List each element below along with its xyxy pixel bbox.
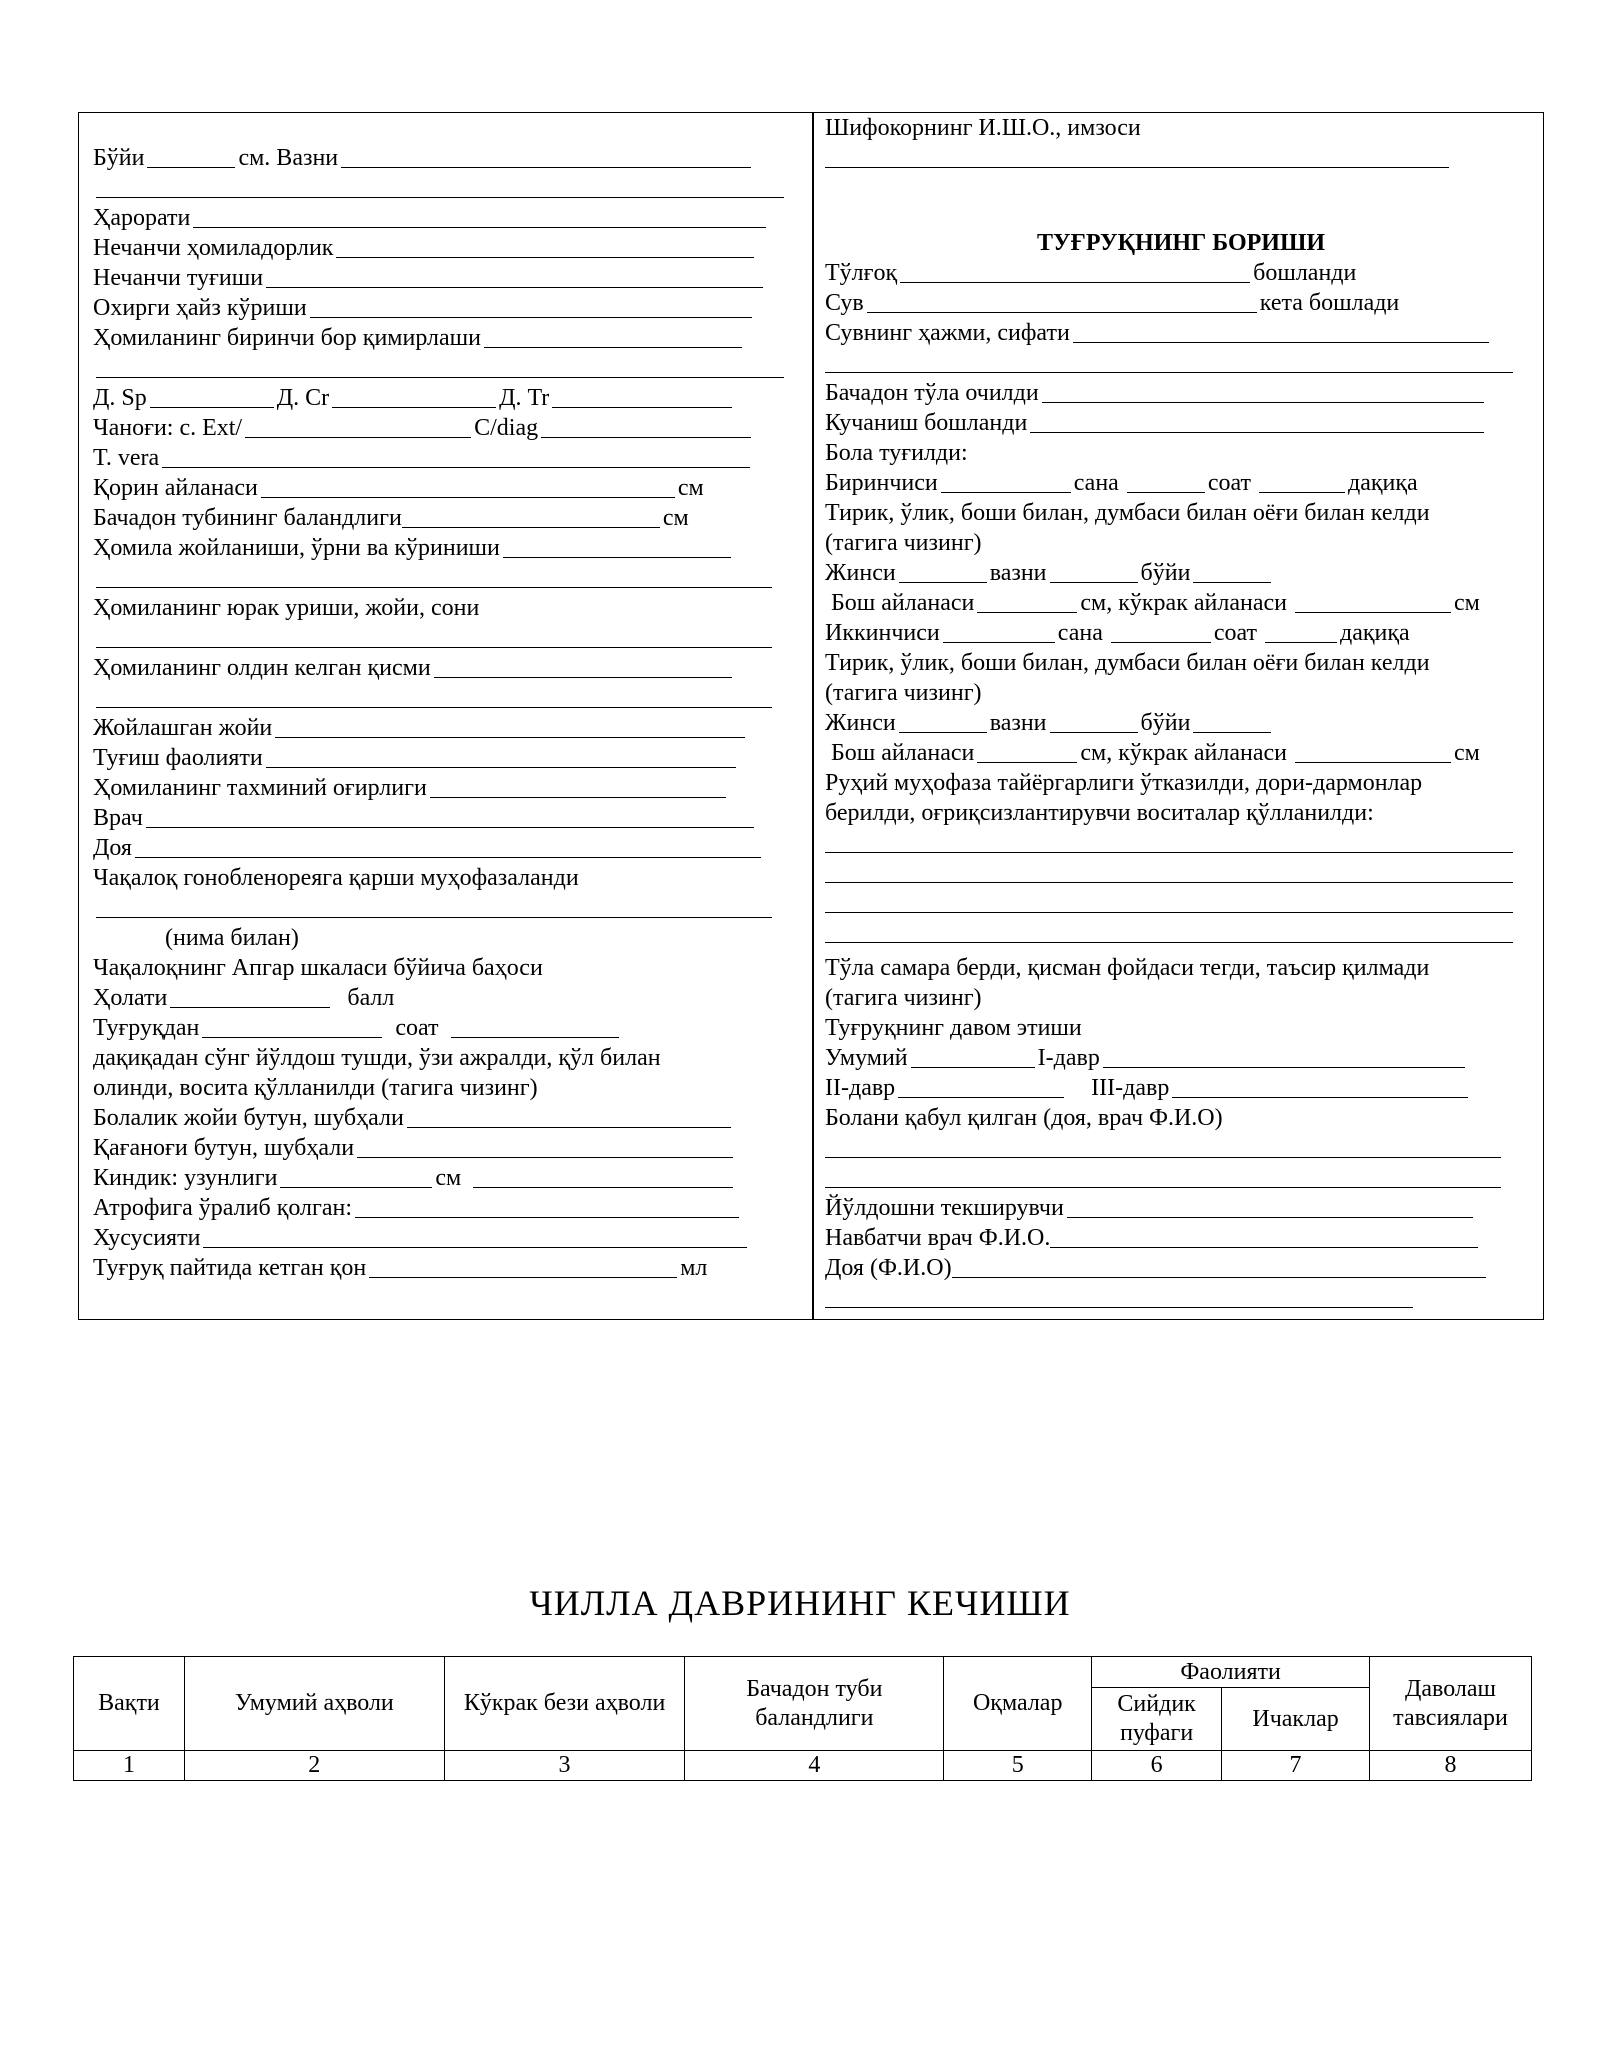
underline-hint: (тагига чизинг) bbox=[825, 530, 982, 556]
analgesia-field-4[interactable] bbox=[825, 920, 1513, 943]
pushing-field[interactable] bbox=[1030, 410, 1484, 433]
d-cr-field[interactable] bbox=[332, 385, 496, 408]
fetal-weight-label: Ҳомиланинг тахминий оғирлиги bbox=[93, 775, 427, 801]
first-child-row bbox=[825, 468, 1418, 498]
total-stage1-row bbox=[825, 1043, 1468, 1073]
membranes-row bbox=[93, 1133, 736, 1163]
duty-doctor-field[interactable] bbox=[1050, 1225, 1478, 1248]
pelvis-ext-row bbox=[93, 413, 754, 443]
membranes-label: Қағаноғи бутун, шубҳали bbox=[93, 1135, 355, 1161]
height-weight-row bbox=[93, 143, 754, 173]
height-field[interactable] bbox=[147, 145, 235, 168]
placenta-examiner-row bbox=[825, 1193, 1476, 1223]
stage3-label: III-давр bbox=[1091, 1075, 1170, 1101]
presenting-part-row bbox=[93, 653, 735, 683]
blank-row bbox=[825, 1283, 1416, 1313]
sex-label: Жинси bbox=[825, 560, 896, 586]
first-date-field[interactable] bbox=[1127, 470, 1205, 493]
second-length-field[interactable] bbox=[1193, 710, 1271, 733]
placenta-examiner-label: Йўлдошни текширувчи bbox=[825, 1195, 1064, 1221]
labor-activity-field[interactable] bbox=[266, 745, 736, 768]
second-chest-field[interactable] bbox=[1295, 740, 1451, 763]
diag-label: C/diag bbox=[474, 415, 539, 441]
birth-number-label: Нечанчи туғиши bbox=[93, 265, 264, 291]
fetal-position-label: Ҳомила жойланиши, ўрни ва кўриниши bbox=[93, 535, 500, 561]
midwife-name-label: Доя (Ф.И.О) bbox=[825, 1255, 952, 1281]
blank-row bbox=[93, 893, 775, 923]
blank-row bbox=[93, 623, 775, 653]
gonoblennorrhea-label: Чақалоқ гонобленореяга қарши муҳофазаланди bbox=[93, 865, 579, 891]
pregnancy-number-field[interactable] bbox=[336, 235, 754, 258]
entanglement-label: Атрофига ўралиб қолган: bbox=[93, 1195, 353, 1221]
column-divider bbox=[812, 113, 814, 1319]
t-vera-field[interactable] bbox=[162, 445, 750, 468]
ml-unit: мл bbox=[680, 1255, 708, 1281]
temperature-label: Ҳарорати bbox=[93, 205, 191, 231]
first-chest-field[interactable] bbox=[1295, 590, 1451, 613]
column-number: 1 bbox=[74, 1751, 185, 1781]
water-label: Сув bbox=[825, 290, 864, 316]
placenta-delivery-row bbox=[93, 1043, 661, 1073]
diag-field[interactable] bbox=[541, 415, 751, 438]
labor-duration-row bbox=[825, 1013, 1082, 1043]
weight-label: вазни bbox=[989, 560, 1047, 586]
pregnancy-number-label: Нечанчи ҳомиладорлик bbox=[93, 235, 334, 261]
second-sex-row bbox=[825, 708, 1274, 738]
hour-label: соат bbox=[1213, 620, 1258, 646]
weight-field-cont[interactable] bbox=[96, 175, 784, 198]
temperature-row bbox=[93, 203, 769, 233]
fetal-position-field[interactable] bbox=[503, 535, 731, 558]
after-birth-minutes-field[interactable] bbox=[451, 1015, 619, 1038]
underline-hint-row bbox=[825, 983, 982, 1013]
first-hour-field[interactable] bbox=[1259, 470, 1345, 493]
location-label: Жойлашган жойи bbox=[93, 715, 273, 741]
cm-unit: см bbox=[435, 1165, 462, 1191]
last-period-label: Охирги ҳайз кўриши bbox=[93, 295, 307, 321]
ext-label: Чаноғи: c. Ext/ bbox=[93, 415, 243, 441]
analgesia-field-1[interactable] bbox=[825, 830, 1513, 853]
placenta-intact-row bbox=[93, 1103, 734, 1133]
midwife-row bbox=[93, 833, 764, 863]
first-child-field[interactable] bbox=[941, 470, 1071, 493]
labor-course-title bbox=[825, 228, 1537, 258]
water-field[interactable] bbox=[867, 290, 1257, 313]
effect-label: Тўла самара берди, қисман фойдаси тегди, таъсир қилмади bbox=[825, 955, 1430, 981]
postpartum-section-title: ЧИЛЛА ДАВРИНИНГ КЕЧИШИ bbox=[529, 1583, 1071, 1623]
midwife-name-field-cont[interactable] bbox=[825, 1285, 1413, 1308]
first-child-label: Биринчиси bbox=[825, 470, 938, 496]
underline-hint: (тагига чизинг) bbox=[825, 985, 982, 1011]
presenting-part-field[interactable] bbox=[434, 655, 732, 678]
postpartum-table bbox=[73, 1656, 1532, 1781]
fetal-heartbeat-label: Ҳомиланинг юрак уриши, жойи, сони bbox=[93, 595, 480, 621]
labor-activity-row bbox=[93, 743, 739, 773]
chest-circumference-label: см, кўкрак айланаси bbox=[1080, 740, 1287, 766]
abdominal-circumference-field[interactable] bbox=[261, 475, 675, 498]
entanglement-row bbox=[93, 1193, 742, 1223]
blank-row bbox=[93, 353, 787, 383]
header-bladder: Сийдик пуфаги bbox=[1092, 1688, 1222, 1751]
column-number: 4 bbox=[685, 1751, 944, 1781]
blank-row bbox=[825, 858, 1516, 888]
psychoprophylaxis-label: Руҳий муҳофаза тайёргарлиги ўтказилди, дори-дармонлар bbox=[825, 770, 1423, 796]
t-vera-label: T. vera bbox=[93, 445, 160, 471]
blank-row bbox=[825, 348, 1516, 378]
chest-circumference-label: см, кўкрак айланаси bbox=[1080, 590, 1287, 616]
after-birth-hours-field[interactable] bbox=[202, 1015, 382, 1038]
features-row bbox=[93, 1223, 750, 1253]
column-number: 2 bbox=[184, 1751, 444, 1781]
length-label: бўйи bbox=[1140, 710, 1191, 736]
first-movement-row bbox=[93, 323, 745, 353]
header-uterine-height: Бачадон туби баландлиги bbox=[685, 1657, 944, 1751]
column-number: 5 bbox=[944, 1751, 1092, 1781]
fetal-weight-field[interactable] bbox=[430, 775, 726, 798]
d-cr-label: Д. Cr bbox=[276, 385, 330, 411]
total-label: Умумий bbox=[825, 1045, 908, 1071]
contractions-row bbox=[825, 258, 1356, 288]
stage2-stage3-row bbox=[825, 1073, 1471, 1103]
gonoblennorrhea-row bbox=[93, 863, 579, 893]
length-label: бўйи bbox=[1140, 560, 1191, 586]
header-treatment: Даволаш тавсиялари bbox=[1370, 1657, 1532, 1751]
physician-signature-row bbox=[825, 113, 1141, 143]
first-weight-field[interactable] bbox=[1050, 560, 1138, 583]
water-volume-label: Сувнинг ҳажми, сифати bbox=[825, 320, 1070, 346]
second-child-label: Иккинчиси bbox=[825, 620, 940, 646]
features-label: Хусусияти bbox=[93, 1225, 201, 1251]
section-heading: ТУҒРУҚНИНГ БОРИШИ bbox=[1037, 230, 1325, 256]
delivered-by-label: Болани қабул қилган (доя, врач Ф.И.О) bbox=[825, 1105, 1223, 1131]
delivered-by-field-2[interactable] bbox=[825, 1165, 1501, 1188]
duty-doctor-row bbox=[825, 1223, 1481, 1253]
midwife-name-row bbox=[825, 1253, 1489, 1283]
d-sp-label: Д. Sp bbox=[93, 385, 147, 411]
analgesia-label: берилди, оғриқсизлантирувчи воситалар қўлланилди: bbox=[825, 800, 1374, 826]
header-general-condition: Умумий аҳволи bbox=[184, 1657, 444, 1751]
second-date-field[interactable] bbox=[1111, 620, 1211, 643]
height-label: Бўйи bbox=[93, 145, 145, 171]
stage2-field[interactable] bbox=[898, 1075, 1064, 1098]
date-label: сана bbox=[1073, 470, 1119, 496]
birth-number-row bbox=[93, 263, 766, 293]
last-period-field[interactable] bbox=[310, 295, 752, 318]
fundal-height-field[interactable] bbox=[402, 505, 660, 528]
duty-doctor-label: Навбатчи врач Ф.И.О. bbox=[825, 1225, 1051, 1251]
blank-row bbox=[93, 683, 775, 713]
blank-row bbox=[825, 888, 1516, 918]
apgar-row bbox=[93, 953, 543, 983]
labor-duration-label: Туғруқнинг давом этиши bbox=[825, 1015, 1082, 1041]
fetal-heartbeat-row bbox=[93, 593, 479, 623]
contractions-field[interactable] bbox=[900, 260, 1250, 283]
column-number: 7 bbox=[1222, 1751, 1370, 1781]
blank-row bbox=[825, 143, 1452, 173]
blood-loss-field[interactable] bbox=[369, 1255, 677, 1278]
child-born-row bbox=[825, 438, 968, 468]
temperature-field[interactable] bbox=[193, 205, 766, 228]
delivered-by-field-1[interactable] bbox=[825, 1135, 1501, 1158]
ext-field[interactable] bbox=[245, 415, 471, 438]
first-head-field[interactable] bbox=[977, 590, 1077, 613]
doctor-label: Врач bbox=[93, 805, 143, 831]
last-period-row bbox=[93, 293, 755, 323]
apgar-label: Чақалоқнинг Апгар шкаласи бўйича баҳоси bbox=[93, 955, 543, 981]
minute-label: дақиқа bbox=[1340, 620, 1410, 646]
blood-loss-row bbox=[93, 1253, 707, 1283]
underline-hint-row bbox=[825, 678, 982, 708]
condition-label: Ҳолати bbox=[93, 985, 168, 1011]
cord-extra-field[interactable] bbox=[473, 1165, 733, 1188]
condition-field[interactable] bbox=[170, 985, 330, 1008]
fetal-position-row bbox=[93, 533, 734, 563]
second-child-row bbox=[825, 618, 1410, 648]
stage3-field[interactable] bbox=[1172, 1075, 1468, 1098]
contractions-label: Тўлғоқ bbox=[825, 260, 898, 286]
weight-label: вазни bbox=[989, 710, 1047, 736]
placenta-examiner-field[interactable] bbox=[1067, 1195, 1473, 1218]
fundal-height-row bbox=[93, 503, 689, 533]
location-field[interactable] bbox=[275, 715, 745, 738]
analgesia-field-3[interactable] bbox=[825, 890, 1513, 913]
cm-unit: см bbox=[1453, 590, 1480, 616]
blank-row bbox=[825, 1133, 1504, 1163]
second-head-field[interactable] bbox=[977, 740, 1077, 763]
d-sp-field[interactable] bbox=[150, 385, 274, 408]
stage2-label: II-давр bbox=[825, 1075, 896, 1101]
doctor-field[interactable] bbox=[146, 805, 754, 828]
cm-unit: см bbox=[677, 475, 704, 501]
first-movement-field-cont[interactable] bbox=[96, 355, 784, 378]
abdominal-circumference-label: Қорин айланаси bbox=[93, 475, 258, 501]
column-number: 6 bbox=[1092, 1751, 1222, 1781]
features-field[interactable] bbox=[203, 1225, 747, 1248]
child-born-label: Бола туғилди: bbox=[825, 440, 968, 466]
score-unit: балл bbox=[347, 985, 395, 1011]
water-began-label: кета бошлади bbox=[1259, 290, 1400, 316]
fundal-height-label: Бачадон тубининг баландлиги bbox=[93, 505, 402, 531]
cord-length-label: Киндик: узунлиги bbox=[93, 1165, 278, 1191]
header-breast-condition: Кўкрак бези аҳволи bbox=[444, 1657, 685, 1751]
blank-row bbox=[825, 918, 1516, 948]
analgesia-field-2[interactable] bbox=[825, 860, 1513, 883]
first-sex-row bbox=[825, 558, 1274, 588]
birth-record-form bbox=[78, 112, 1544, 1320]
placenta-intact-field[interactable] bbox=[407, 1105, 731, 1128]
second-child-field[interactable] bbox=[943, 620, 1055, 643]
birth-number-field[interactable] bbox=[266, 265, 763, 288]
condition-row bbox=[93, 983, 394, 1013]
date-label: сана bbox=[1057, 620, 1103, 646]
second-sex-field[interactable] bbox=[899, 710, 987, 733]
d-tr-field[interactable] bbox=[552, 385, 732, 408]
first-presentation-label: Тирик, ўлик, боши билан, думбаси билан оёғи билан келди bbox=[825, 500, 1430, 526]
placenta-intact-label: Болалик жойи бутун, шубҳали bbox=[93, 1105, 404, 1131]
midwife-label: Доя bbox=[93, 835, 132, 861]
membranes-field[interactable] bbox=[357, 1135, 733, 1158]
blank-row bbox=[93, 173, 787, 203]
stage1-label: I-давр bbox=[1037, 1045, 1100, 1071]
began-label: бошланди bbox=[1253, 260, 1357, 286]
sex-label: Жинси bbox=[825, 710, 896, 736]
blank-row bbox=[825, 1163, 1504, 1193]
cm-unit: см bbox=[1453, 740, 1480, 766]
physician-signature-label: Шифокорнинг И.Ш.О., имзоси bbox=[825, 115, 1141, 141]
pregnancy-number-row bbox=[93, 233, 757, 263]
pushing-row bbox=[825, 408, 1487, 438]
first-head-row bbox=[825, 588, 1480, 618]
underline-hint: (тагига чизинг) bbox=[825, 680, 982, 706]
water-volume-row bbox=[825, 318, 1492, 348]
fetal-weight-row bbox=[93, 773, 729, 803]
pushing-label: Кучаниш бошланди bbox=[825, 410, 1028, 436]
after-birth-label: Туғруқдан bbox=[93, 1015, 200, 1041]
placenta-method-label: олинди, восита қўлланилди (тагига чизинг) bbox=[93, 1075, 538, 1101]
total-field[interactable] bbox=[911, 1045, 1035, 1068]
first-movement-label: Ҳомиланинг биринчи бор қимирлаши bbox=[93, 325, 481, 351]
water-volume-field[interactable] bbox=[1073, 320, 1489, 343]
water-row bbox=[825, 288, 1399, 318]
presenting-part-field-cont[interactable] bbox=[96, 685, 772, 708]
gonoblennorrhea-field[interactable] bbox=[96, 895, 772, 918]
second-weight-field[interactable] bbox=[1050, 710, 1138, 733]
weight-label: см. Вазни bbox=[238, 145, 339, 171]
labor-activity-label: Туғиш фаолияти bbox=[93, 745, 263, 771]
with-what-label: (нима билан) bbox=[165, 925, 299, 951]
cord-length-row bbox=[93, 1163, 736, 1193]
effect-row bbox=[825, 953, 1429, 983]
cord-length-field[interactable] bbox=[280, 1165, 432, 1188]
location-row bbox=[93, 713, 748, 743]
blood-loss-label: Туғруқ пайтида кетган қон bbox=[93, 1255, 367, 1281]
column-number: 8 bbox=[1370, 1751, 1532, 1781]
header-time: Вақти bbox=[74, 1657, 185, 1751]
stage1-field[interactable] bbox=[1103, 1045, 1465, 1068]
doctor-row bbox=[93, 803, 757, 833]
with-what-row bbox=[93, 923, 299, 953]
second-hour-field[interactable] bbox=[1265, 620, 1337, 643]
delivered-by-row bbox=[825, 1103, 1223, 1133]
blank-row bbox=[93, 563, 775, 593]
first-sex-field[interactable] bbox=[899, 560, 987, 583]
full-dilation-row bbox=[825, 378, 1487, 408]
water-volume-field-cont[interactable] bbox=[825, 350, 1513, 373]
first-movement-field[interactable] bbox=[484, 325, 742, 348]
midwife-field[interactable] bbox=[135, 835, 761, 858]
fetal-heartbeat-field[interactable] bbox=[96, 625, 772, 648]
head-circumference-label: Бош айланаси bbox=[831, 740, 975, 766]
header-activity: Фаолияти bbox=[1092, 1657, 1370, 1688]
head-circumference-label: Бош айланаси bbox=[831, 590, 975, 616]
midwife-name-field[interactable] bbox=[952, 1255, 1486, 1278]
full-dilation-field[interactable] bbox=[1042, 380, 1484, 403]
hour-label: соат bbox=[395, 1015, 439, 1041]
hour-label: соат bbox=[1207, 470, 1251, 496]
second-presentation-row bbox=[825, 648, 1430, 678]
placenta-method-row bbox=[93, 1073, 538, 1103]
column-number: 3 bbox=[444, 1751, 685, 1781]
abdominal-circumference-row bbox=[93, 473, 704, 503]
weight-field[interactable] bbox=[341, 145, 751, 168]
placenta-delivery-label: дақиқадан сўнг йўлдош тушди, ўзи ажралди, қўл билан bbox=[93, 1045, 661, 1071]
second-presentation-label: Тирик, ўлик, боши билан, думбаси билан оёғи билан келди bbox=[825, 650, 1430, 676]
pelvis-d-row bbox=[93, 383, 735, 413]
after-birth-row bbox=[93, 1013, 622, 1043]
physician-signature-field[interactable] bbox=[825, 145, 1449, 168]
cm-unit: см bbox=[662, 505, 689, 531]
first-length-field[interactable] bbox=[1193, 560, 1271, 583]
full-dilation-label: Бачадон тўла очилди bbox=[825, 380, 1039, 406]
second-head-row bbox=[825, 738, 1480, 768]
blank-row bbox=[825, 828, 1516, 858]
header-lochia: Оқмалар bbox=[944, 1657, 1092, 1751]
analgesia-row bbox=[825, 798, 1374, 828]
psychoprophylaxis-row bbox=[825, 768, 1422, 798]
minute-label: дақиқа bbox=[1348, 470, 1418, 496]
presenting-part-label: Ҳомиланинг олдин келган қисми bbox=[93, 655, 431, 681]
underline-hint-row bbox=[825, 528, 982, 558]
t-vera-row bbox=[93, 443, 753, 473]
first-presentation-row bbox=[825, 498, 1430, 528]
entanglement-field[interactable] bbox=[355, 1195, 739, 1218]
d-tr-label: Д. Tr bbox=[499, 385, 550, 411]
fetal-position-field-cont[interactable] bbox=[96, 565, 772, 588]
header-bowel: Ичаклар bbox=[1222, 1688, 1370, 1751]
